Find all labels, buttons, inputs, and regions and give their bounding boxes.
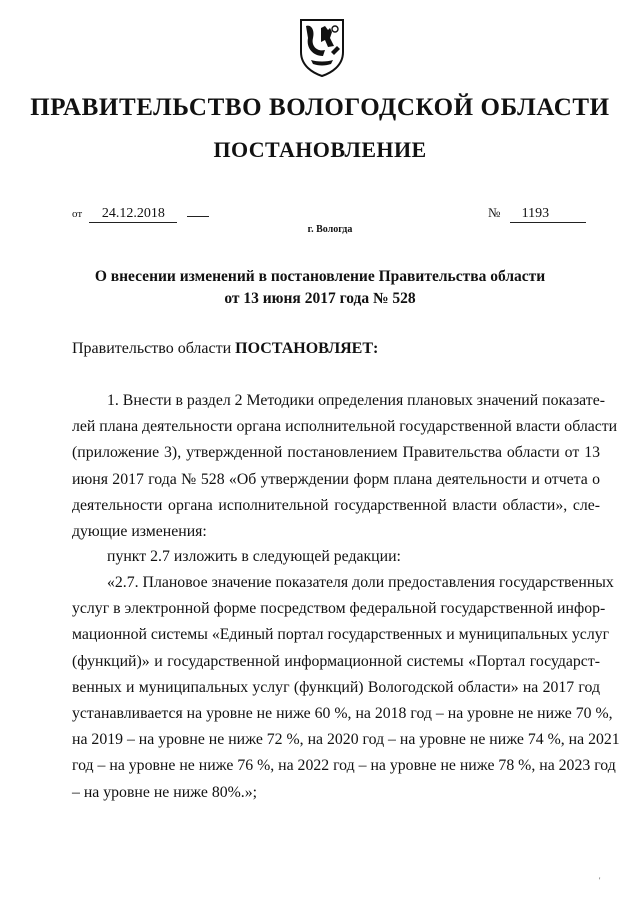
heading-line: О внесении изменений в постановление Правительства области bbox=[94, 268, 546, 285]
text-line: услуг в электронной форме посредством федеральной государственной инфор- bbox=[72, 600, 606, 618]
text-line: лей плана деятельности органа исполнительной государственной власти области bbox=[72, 418, 618, 436]
text-line: 1. Внести в раздел 2 Методики определения плановых значений показате- bbox=[107, 392, 605, 409]
heading-line: от 13 июня 2017 года № 528 bbox=[224, 290, 416, 307]
text-line: пункт 2.7 изложить в следующей редакции: bbox=[107, 548, 401, 565]
text-line: венных и муниципальных услуг (функций) Вологодской области» на 2017 год bbox=[72, 678, 600, 696]
text-line: «2.7. Плановое значение показателя доли предоставления государственных bbox=[107, 574, 614, 591]
text-line: устанавливается на уровне не ниже 60 %, на 2018 год – на уровне не ниже 70 %, bbox=[72, 704, 613, 722]
number-prefix: № bbox=[488, 205, 501, 220]
text-line: на 2019 – на уровне не ниже 72 %, на 2020 год – на уровне не ниже 74 %, на 2021 bbox=[72, 731, 620, 749]
paragraph-3 bbox=[72, 570, 620, 806]
date-block bbox=[72, 205, 209, 223]
date-underline bbox=[187, 216, 209, 217]
vologda-coat-of-arms-icon bbox=[297, 16, 347, 78]
city: г. Вологда bbox=[307, 224, 353, 235]
document-type: ПОСТАНОВЛЕНИЕ bbox=[213, 137, 427, 162]
document-number: 1193 bbox=[510, 206, 586, 223]
document-heading bbox=[0, 266, 640, 310]
text-line: деятельности органа исполнительной государственной власти области», сле- bbox=[72, 496, 600, 514]
text-line: июня 2017 года № 528 «Об утверждении форм плана деятельности и отчета о bbox=[72, 470, 600, 488]
number-block bbox=[488, 205, 586, 223]
paragraph-1 bbox=[72, 388, 618, 545]
text-line: (функций)» и государственной информационной системы «Портал государст- bbox=[72, 652, 600, 670]
document-date: 24.12.2018 bbox=[89, 206, 177, 223]
paragraph-2 bbox=[72, 544, 600, 570]
resolves-line bbox=[72, 340, 378, 358]
government-title: ПРАВИТЕЛЬСТВО ВОЛОГОДСКОЙ ОБЛАСТИ bbox=[30, 94, 610, 121]
text-line: (приложение 3), утвержденной постановлением Правительства области от 13 bbox=[72, 444, 600, 462]
date-prefix: от bbox=[72, 208, 83, 220]
text-line: дующие изменения: bbox=[72, 522, 207, 540]
text-line: – на уровне не ниже 80%.»; bbox=[72, 783, 258, 801]
text-line: мационной системы «Единый портал государственных и муниципальных услуг bbox=[72, 626, 610, 644]
resolves-verb: ПОСТАНОВЛЯЕТ: bbox=[235, 340, 379, 357]
text-line: год – на уровне не ниже 76 %, на 2022 год – на уровне не ниже 78 %, на 2023 год bbox=[72, 757, 616, 775]
resolves-subject: Правительство области bbox=[72, 340, 232, 357]
page-mark: ' bbox=[599, 876, 601, 885]
